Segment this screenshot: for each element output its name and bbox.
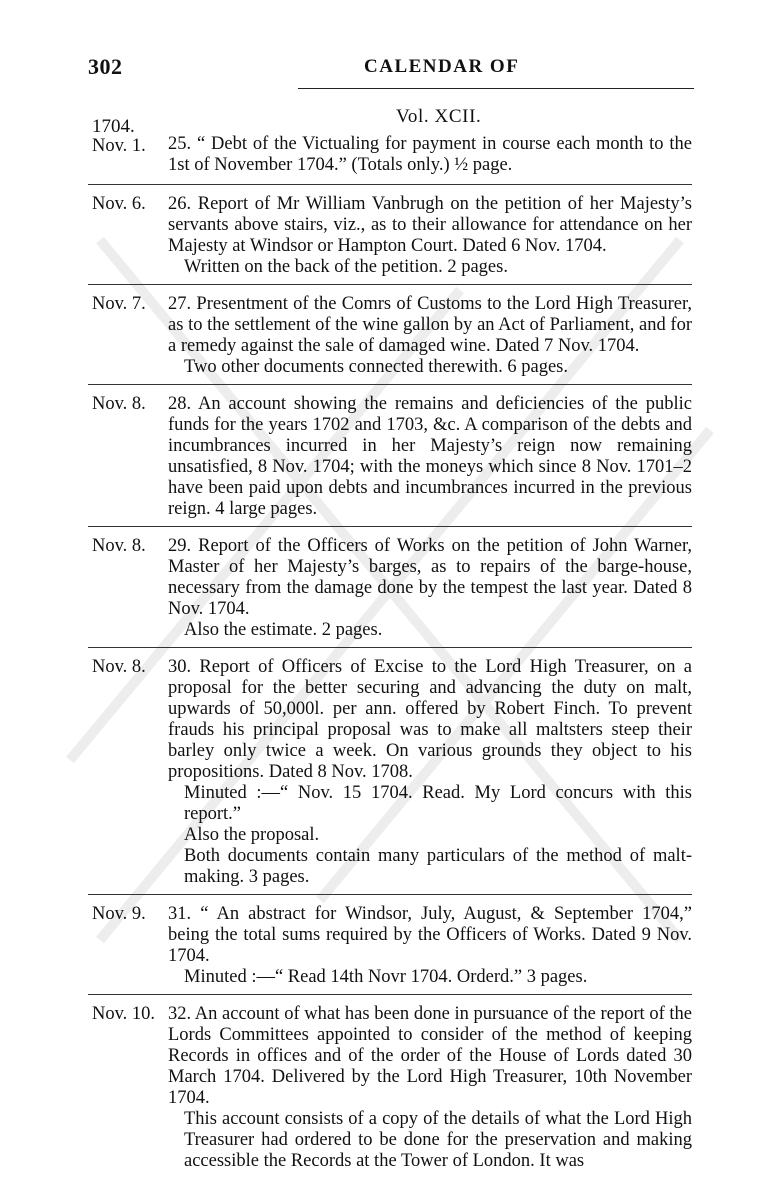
entry-note: Also the proposal. (184, 825, 320, 845)
entry-note: Both documents contain many particulars of the method of malt-making. 3 pages. (184, 846, 692, 887)
entry-body (168, 904, 692, 988)
volume-heading: Vol. XCII. (396, 106, 482, 127)
entry-text: 28. An account showing the remains and deficiencies of the public funds for the years 1702 and 1703, &c. A comparison of the debts and incumbrances incurred in her Majesty’s reign now remaining unsatisfied, 8 Nov. 1704; with the moneys which since 8 Nov. 1701–2 have been paid upon debts and incumbrances incurred in the previous reign. 4 large pages. (168, 394, 692, 519)
page-header (0, 52, 768, 92)
entry-text: 27. Presentment of the Comrs of Customs to the Lord High Treasurer, as to the settlement of the wine gallon by an Act of Parliament, and for a remedy against the sale of damaged wine. Dated 7 Nov. 1704. (168, 294, 692, 356)
calendar-entry (88, 647, 692, 894)
entry-text: 32. An account of what has been done in pursuance of the report of the Lords Committees appointed to consider of the method of keeping Records in offices and of the order of the House of Lords dated 30 March 1704. Delivered by the Lord High Treasurer, 10th November 1704. (168, 1004, 692, 1108)
header-rule (298, 88, 694, 89)
entry-note: Also the estimate. 2 pages. (184, 620, 383, 640)
entry-note: Two other documents connected therewith. 6 pages. (184, 357, 569, 377)
entry-date: Nov. 8. (92, 657, 146, 677)
calendar-entry (88, 284, 692, 384)
entry-text: This account consists of a copy of the details of what the Lord High Treasurer had ordered to be done for the preservation and making accessible the Records at the Tower of London. It was (184, 1109, 692, 1171)
entry-text: 30. Report of Officers of Excise to the Lord High Treasurer, on a proposal for the better securing and advancing the duty on malt, upwards of 50,000l. per ann. offered by Robert Finch. To prevent frauds his principal proposal was to make all maltsters steep their barley only twice a week. On various grounds they object to his propositions. Dated 8 Nov. 1708. (168, 657, 692, 782)
calendar-entry (88, 894, 692, 994)
running-title: CALENDAR OF (364, 56, 520, 77)
entry-body (168, 1004, 692, 1172)
entry-date: Nov. 6. (92, 194, 146, 214)
entry-date: Nov. 8. (92, 394, 146, 414)
entry-body (168, 294, 692, 378)
entry-text: 26. Report of Mr William Vanbrugh on the petition of her Majesty’s servants above stairs, viz., as to their allowance for attendance on her Majesty at Windsor or Hampton Court. Dated 6 Nov. 1704. (168, 194, 692, 256)
calendar-entry (88, 384, 692, 526)
entry-note: Minuted :—“ Nov. 15 1704. Read. My Lord concurs with this report.” (184, 783, 692, 824)
entry-text: 25. “ Debt of the Victualing for payment in course each month to the 1st of November 1704.” (Totals only.) ½ page. (168, 134, 692, 175)
entry-body (168, 134, 692, 176)
calendar-entry (88, 526, 692, 647)
entry-date: Nov. 10. (92, 1004, 156, 1024)
entry-text: 29. Report of the Officers of Works on the petition of John Warner, Master of her Majesty’s barges, as to repairs of the barge-house, necessary from the damage done by the tempest the last year. Dated 8 Nov. 1704. (168, 536, 692, 619)
entry-note: Minuted :—“ Read 14th Novr 1704. Orderd.” 3 pages. (184, 967, 588, 987)
entry-date: Nov. 8. (92, 536, 146, 556)
entry-date: Nov. 9. (92, 904, 146, 924)
year-label: 1704. (92, 116, 135, 137)
entry-body (168, 657, 692, 888)
entry-date: Nov. 7. (92, 294, 146, 314)
entry-note: Written on the back of the petition. 2 pages. (184, 257, 508, 277)
calendar-entry (0, 134, 768, 184)
entry-date: Nov. 1. (92, 136, 146, 156)
calendar-entry (88, 994, 692, 1178)
entry-body (168, 536, 692, 641)
entry-body (168, 194, 692, 278)
calendar-entry (88, 184, 692, 284)
page-number: 302 (88, 54, 123, 79)
entry-text: 31. “ An abstract for Windsor, July, August, & September 1704,” being the total sums required by the Officers of Works. Dated 9 Nov. 1704. (168, 904, 692, 966)
calendar-entries (0, 134, 768, 1178)
entry-body (168, 394, 692, 520)
